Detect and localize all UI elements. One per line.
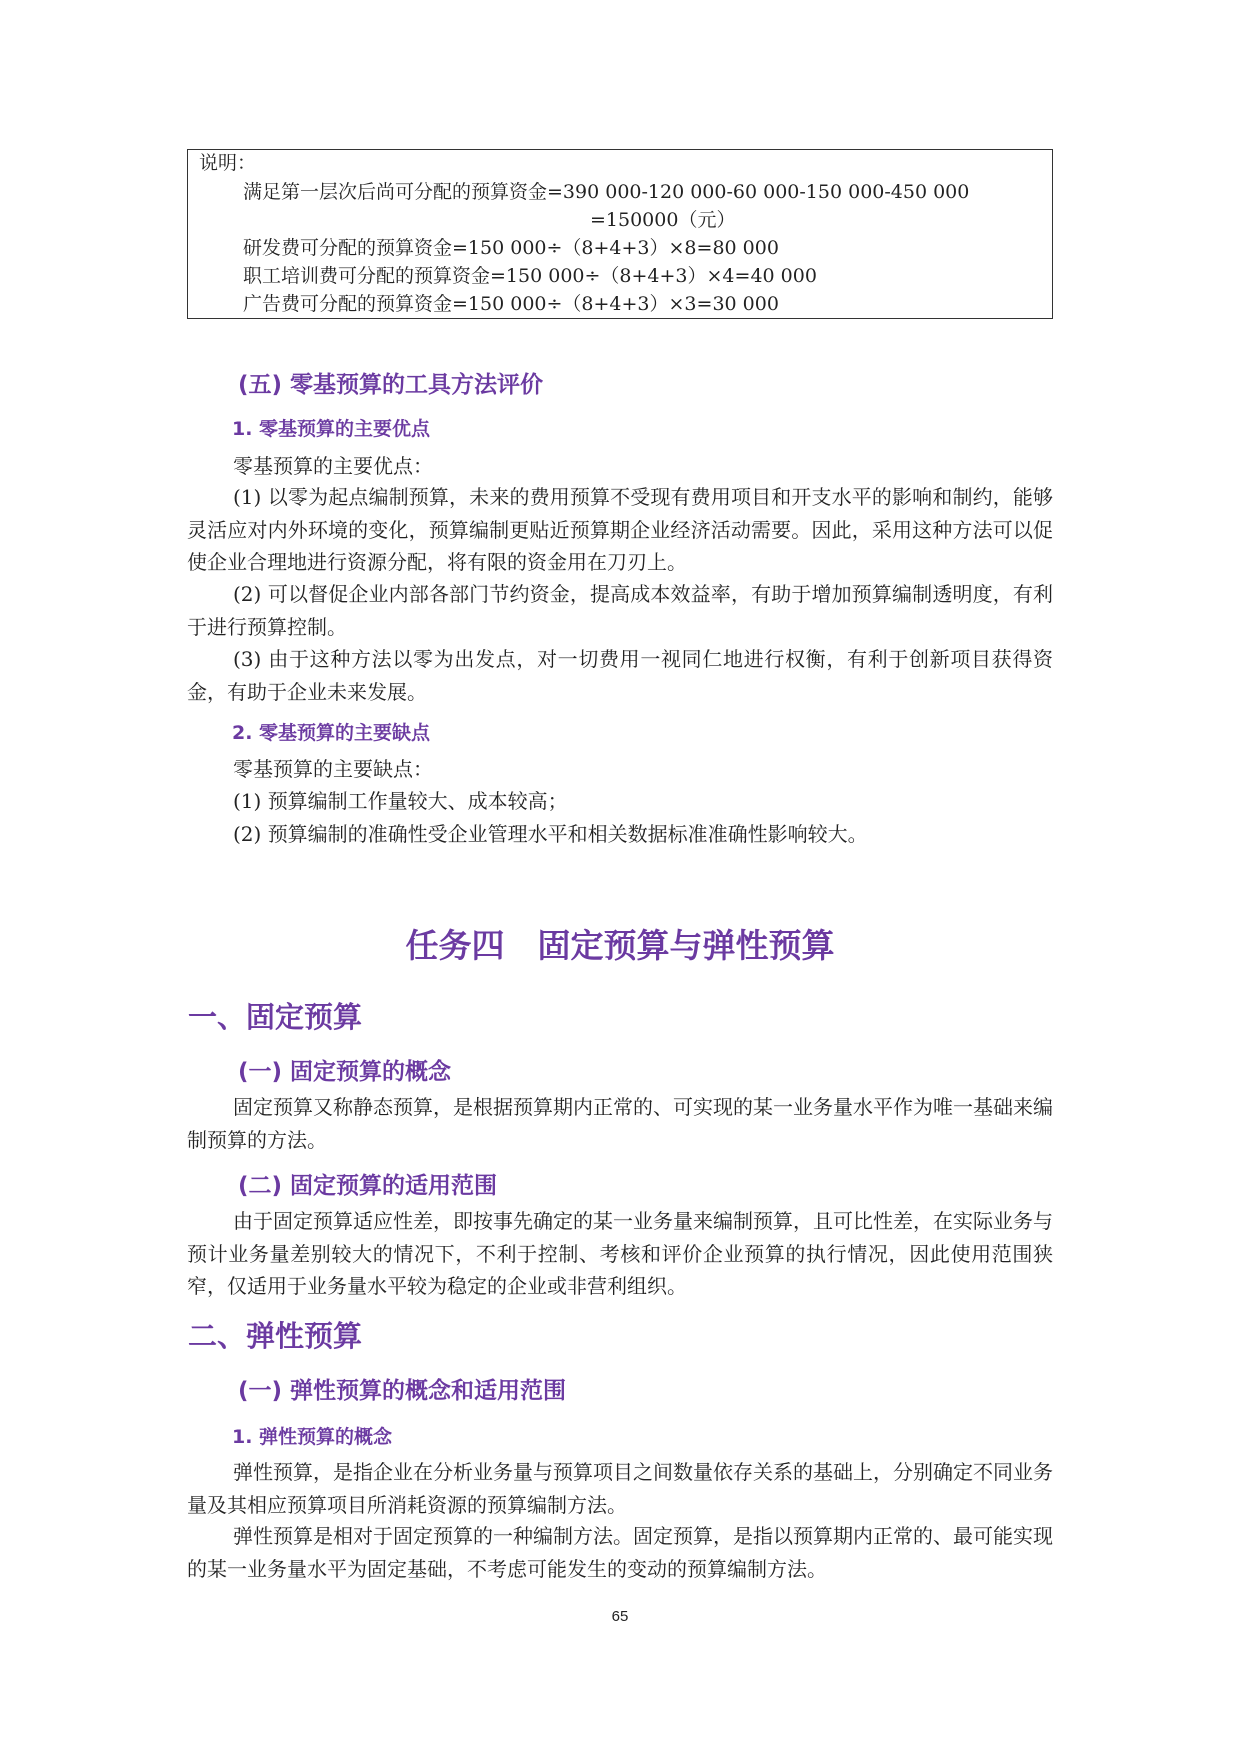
list-item: (3) 由于这种方法以零为出发点，对一切费用一视同仁地进行权衡，有利于创新项目获得资金，有助于企业未来发展。 xyxy=(187,647,1053,704)
paragraph: 由于固定预算适应性差，即按事先确定的某一业务量来编制预算，且可比性差，在实际业务与预计业务量差别较大的情况下，不利于控制、考核和评价企业预算的执行情况，因此使用范围狭窄，仅适用于业务量水平较为稳定的企业或非营利组织。 xyxy=(187,1209,1053,1298)
section-heading: (五) 零基预算的工具方法评价 xyxy=(238,372,544,398)
page-number: 65 xyxy=(611,1608,629,1625)
note-line: 职工培训费可分配的预算资金=150 000÷（8+4+3）×4=40 000 xyxy=(243,265,817,287)
list-item: (2) 预算编制的准确性受企业管理水平和相关数据标准准确性影响较大。 xyxy=(233,822,868,846)
list-item: (1) 以零为起点编制预算，未来的费用预算不受现有费用项目和开支水平的影响和制约，能够灵活应对内外环境的变化，预算编制更贴近预算期企业经济活动需要。因此，采用这种方法可以促使企业合理地进行资源分配，将有限的资金用在刀刃上。 xyxy=(187,485,1053,574)
paragraph: 弹性预算，是指企业在分析业务量与预算项目之间数量依存关系的基础上，分别确定不同业务量及其相应预算项目所消耗资源的预算编制方法。 xyxy=(187,1460,1053,1517)
list-item: (1) 预算编制工作量较大、成本较高； xyxy=(233,789,568,813)
note-line: 广告费可分配的预算资金=150 000÷（8+4+3）×3=30 000 xyxy=(243,293,779,315)
section-heading: (一) 弹性预算的概念和适用范围 xyxy=(238,1378,567,1404)
note-label: 说明： xyxy=(199,152,257,174)
note-line: =150000（元） xyxy=(590,209,736,231)
subsection-heading: 1. 弹性预算的概念 xyxy=(232,1426,393,1448)
section-heading: (一) 固定预算的概念 xyxy=(238,1059,452,1085)
note-line: 满足第一层次后尚可分配的预算资金=390 000-120 000-60 000-150 000-450 000 xyxy=(243,181,970,203)
paragraph-intro: 零基预算的主要缺点： xyxy=(233,757,433,781)
part-heading: 二、弹性预算 xyxy=(188,1319,363,1353)
task-title: 任务四 固定预算与弹性预算 xyxy=(405,926,835,965)
part-heading: 一、固定预算 xyxy=(188,1000,363,1034)
paragraph: 固定预算又称静态预算，是根据预算期内正常的、可实现的某一业务量水平作为唯一基础来编制预算的方法。 xyxy=(187,1095,1053,1152)
paragraph: 弹性预算是相对于固定预算的一种编制方法。固定预算，是指以预算期内正常的、最可能实现的某一业务量水平为固定基础，不考虑可能发生的变动的预算编制方法。 xyxy=(187,1524,1053,1581)
note-line: 研发费可分配的预算资金=150 000÷（8+4+3）×8=80 000 xyxy=(243,237,779,259)
paragraph-intro: 零基预算的主要优点： xyxy=(233,454,433,478)
list-item: (2) 可以督促企业内部各部门节约资金，提高成本效益率，有助于增加预算编制透明度，有利于进行预算控制。 xyxy=(187,582,1053,639)
subsection-heading: 1. 零基预算的主要优点 xyxy=(232,418,431,440)
subsection-heading: 2. 零基预算的主要缺点 xyxy=(232,722,431,744)
section-heading: (二) 固定预算的适用范围 xyxy=(238,1173,498,1199)
